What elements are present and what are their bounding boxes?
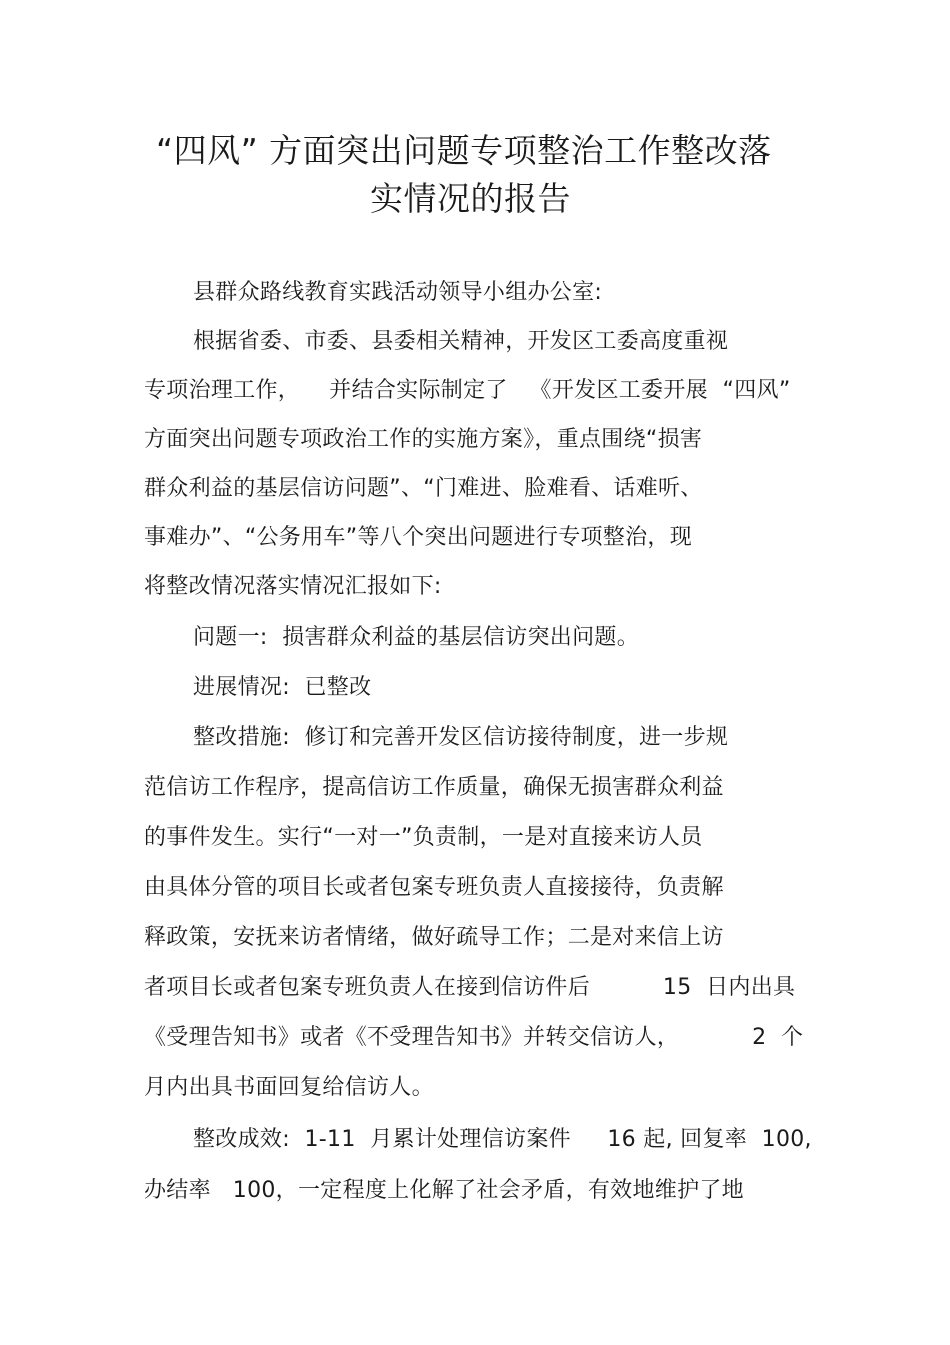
paragraph-line: 方面突出问题专项政治工作的实施方案》，重点围绕“损害	[144, 427, 703, 452]
paragraph-line: 群众利益的基层信访问题”、“门难进、脸难看、话难听、	[144, 476, 703, 501]
paragraph-line: 根据省委、市委、县委相关精神，开发区工委高度重视	[193, 329, 729, 354]
paragraph-line: 事难办”、“公务用车”等八个突出问题进行专项整治，现	[144, 525, 692, 550]
salutation: 县群众路线教育实践活动领导小组办公室:	[193, 280, 603, 305]
document-title-line-1: “四风” 方面突出问题专项整治工作整改落	[156, 131, 772, 170]
paragraph-line: 的事件发生。实行“一对一”负责制，一是对直接来访人员	[144, 825, 703, 850]
paragraph-line: 月内出具书面回复给信访人。	[144, 1075, 434, 1100]
paragraph-line: 整改成效: 1-11 月累计处理信访案件 16 起, 回复率 100,	[193, 1127, 812, 1152]
paragraph-line: 由具体分管的项目长或者包案专班负责人直接接待，负责解	[144, 875, 724, 900]
paragraph-line: 专项治理工作， 并结合实际制定了 《开发区工委开展 “四风”	[144, 378, 791, 403]
paragraph-line: 整改措施: 修订和完善开发区信访接待制度，进一步规	[193, 725, 729, 750]
progress-status: 进展情况: 已整改	[193, 675, 372, 700]
paragraph-line: 者项目长或者包案专班负责人在接到信访件后 15 日内出具	[144, 975, 796, 1000]
paragraph-line: 《受理告知书》或者《不受理告知书》并转交信访人， 2 个	[144, 1025, 804, 1050]
document-title-line-2: 实情况的报告	[370, 179, 571, 218]
paragraph-line: 办结率 100，一定程度上化解了社会矛盾，有效地维护了地	[144, 1178, 744, 1203]
paragraph-line: 范信访工作程序，提高信访工作质量，确保无损害群众利益	[144, 775, 724, 800]
issue-heading: 问题一: 损害群众利益的基层信访突出问题。	[193, 625, 639, 650]
paragraph-line: 释政策，安抚来访者情绪，做好疏导工作；二是对来信上访	[144, 925, 724, 950]
paragraph-line: 将整改情况落实情况汇报如下:	[144, 574, 442, 599]
